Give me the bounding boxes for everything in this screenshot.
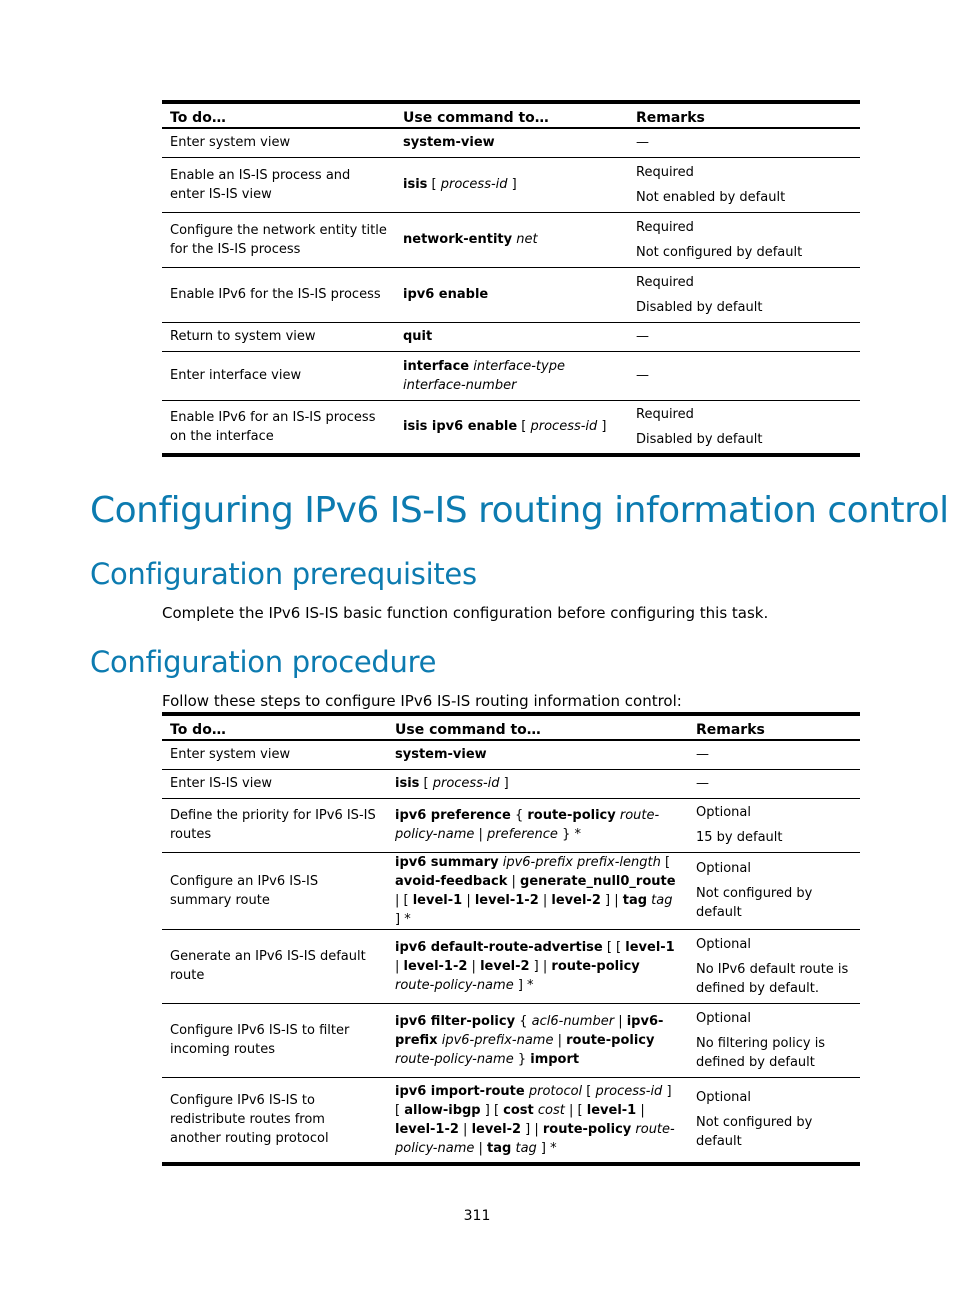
remark-line: Not configured by default xyxy=(636,244,803,260)
table-row xyxy=(162,852,860,929)
remark-line: Not configured by default xyxy=(696,886,813,920)
remarks-cell xyxy=(628,212,860,267)
command-keyword: isis xyxy=(403,177,428,192)
table-row xyxy=(162,128,860,157)
remarks-cell xyxy=(688,1003,860,1077)
command-syntax: ] * xyxy=(395,911,411,927)
command-argument: preference xyxy=(487,827,558,842)
command-syntax: [ xyxy=(427,177,441,192)
command-keyword: level-2 xyxy=(551,892,601,908)
command-argument: tag xyxy=(651,892,673,908)
table-row xyxy=(162,267,860,322)
todo-cell: Generate an IPv6 IS-IS default route xyxy=(170,949,366,983)
command-syntax: | xyxy=(474,827,488,842)
page-number: 311 xyxy=(463,1208,491,1224)
command-cell xyxy=(387,740,688,769)
command-syntax: { xyxy=(510,808,528,823)
remark-line: Not configured by default xyxy=(696,1115,813,1150)
command-keyword: level-1 xyxy=(412,892,463,908)
command-keyword: network-entity xyxy=(403,232,513,247)
command-syntax: [ xyxy=(419,776,433,791)
command-argument: process-id xyxy=(595,1083,663,1099)
header-command: Use command to… xyxy=(403,110,549,126)
command-keyword: ipv6 import-route xyxy=(395,1083,525,1099)
command-keyword: ipv6-prefix xyxy=(395,1013,664,1048)
command-syntax: { xyxy=(515,1013,532,1029)
remark-line: Optional xyxy=(696,805,751,820)
command-cell xyxy=(387,798,688,852)
command-keyword: generate_null0_route xyxy=(520,873,676,889)
todo-cell: Enable IPv6 for the IS-IS process xyxy=(170,287,381,302)
command-keyword: ipv6 summary xyxy=(395,854,499,870)
remarks-cell xyxy=(688,798,860,852)
command-syntax: | xyxy=(462,892,475,908)
todo-cell: Enter IS-IS view xyxy=(170,776,272,791)
command-argument: route-policy-name xyxy=(395,1051,514,1067)
command-keyword: level-1-2 xyxy=(474,892,539,908)
command-syntax: ] xyxy=(499,776,509,791)
command-keyword: system-view xyxy=(403,135,495,151)
command-syntax: ] xyxy=(507,177,517,192)
remark-line: Optional xyxy=(696,936,751,952)
header-todo: To do… xyxy=(170,110,226,126)
section-heading-procedure: Configuration procedure xyxy=(90,645,437,679)
table-row xyxy=(162,400,860,455)
command-keyword: level-1-2 xyxy=(395,1121,459,1137)
command-syntax: [ xyxy=(660,854,671,870)
table-row xyxy=(162,212,860,267)
command-keyword: route-policy xyxy=(542,1121,632,1137)
command-argument: net xyxy=(516,232,538,247)
command-cell xyxy=(395,351,628,400)
command-keyword: interface xyxy=(403,358,470,374)
remark-line: Optional xyxy=(696,861,751,876)
command-syntax: | [ xyxy=(564,1102,587,1118)
command-argument: ipv6-prefix prefix-length xyxy=(502,854,661,870)
todo-cell: Configure IPv6 IS-IS to redistribute routes from another routing protocol xyxy=(170,1093,329,1147)
command-keyword: route-policy xyxy=(551,958,640,974)
command-syntax: ] | xyxy=(529,958,552,974)
command-syntax: | xyxy=(507,873,521,889)
command-syntax: | xyxy=(538,892,552,908)
table-row xyxy=(162,769,860,798)
remark-line: — xyxy=(636,135,649,151)
remark-line: Optional xyxy=(696,1090,751,1106)
header-remarks: Remarks xyxy=(696,722,765,738)
remark-line: — xyxy=(636,329,649,344)
command-syntax: | xyxy=(474,1140,488,1156)
command-keyword: level-1 xyxy=(625,939,675,955)
command-syntax: | xyxy=(614,1013,627,1029)
table-row xyxy=(162,1003,860,1077)
command-syntax: | xyxy=(553,1032,567,1048)
command-argument: interface-type interface-number xyxy=(403,358,565,393)
command-cell xyxy=(395,212,628,267)
command-keyword: ipv6 enable xyxy=(403,287,489,302)
command-keyword: level-1 xyxy=(586,1102,637,1118)
command-cell xyxy=(395,322,628,351)
command-cell xyxy=(387,1077,688,1164)
command-syntax: | xyxy=(458,1121,472,1137)
command-argument: process-id xyxy=(440,177,508,192)
command-syntax: ] [ xyxy=(395,1083,672,1118)
remarks-cell xyxy=(628,400,860,455)
command-keyword: cost xyxy=(503,1102,534,1118)
table-row xyxy=(162,322,860,351)
todo-cell: Enter system view xyxy=(170,135,291,151)
todo-cell: Enter interface view xyxy=(170,368,302,383)
todo-cell: Enter system view xyxy=(170,747,291,763)
remark-line: Required xyxy=(636,406,694,422)
command-syntax: | xyxy=(636,1102,645,1118)
table-row xyxy=(162,740,860,769)
command-keyword: ipv6 preference xyxy=(395,808,511,823)
remarks-cell xyxy=(688,740,860,769)
command-cell xyxy=(387,929,688,1003)
table-row xyxy=(162,798,860,852)
command-keyword: tag xyxy=(622,892,648,908)
page-title: Configuring IPv6 IS-IS routing information control xyxy=(90,490,949,531)
remarks-cell xyxy=(688,929,860,1003)
command-cell xyxy=(387,1003,688,1077)
remarks-cell xyxy=(628,267,860,322)
command-cell xyxy=(387,852,688,929)
command-keyword: tag xyxy=(487,1140,512,1156)
todo-cell: Configure an IPv6 IS-IS summary route xyxy=(170,873,319,908)
command-keyword: isis ipv6 enable xyxy=(403,419,518,435)
todo-cell: Return to system view xyxy=(170,329,316,344)
command-keyword: avoid-feedback xyxy=(395,873,508,889)
header-remarks: Remarks xyxy=(636,110,705,126)
todo-cell: Configure IPv6 IS-IS to filter incoming routes xyxy=(170,1023,350,1057)
command-syntax: ] | xyxy=(600,892,623,908)
command-argument: protocol xyxy=(528,1083,583,1099)
remark-line: Required xyxy=(636,219,694,235)
command-syntax: | [ xyxy=(395,892,413,908)
command-argument: tag xyxy=(515,1140,537,1156)
command-cell xyxy=(395,267,628,322)
table-row xyxy=(162,351,860,400)
remark-line: Not enabled by default xyxy=(636,189,786,205)
todo-cell: Enable an IS-IS process and enter IS-IS view xyxy=(170,167,351,202)
remark-line: Optional xyxy=(696,1010,751,1026)
commands-table-1 xyxy=(162,100,860,457)
command-argument: route-policy-name xyxy=(395,1121,675,1156)
command-argument: route-policy-name xyxy=(395,808,660,842)
command-cell xyxy=(395,157,628,212)
remark-line: — xyxy=(696,776,709,791)
command-argument: process-id xyxy=(530,419,598,435)
command-keyword: level-1-2 xyxy=(403,958,468,974)
remark-line: Required xyxy=(636,274,694,290)
command-cell xyxy=(395,400,628,455)
command-argument: process-id xyxy=(432,776,500,791)
todo-cell: Define the priority for IPv6 IS-IS routes xyxy=(170,808,376,842)
command-keyword: ipv6 default-route-advertise xyxy=(395,939,603,955)
remark-line: — xyxy=(696,747,709,763)
command-syntax: ] [ xyxy=(480,1102,504,1118)
command-syntax: [ xyxy=(582,1083,596,1099)
command-syntax: [ xyxy=(517,419,531,435)
command-syntax: } xyxy=(513,1051,531,1067)
command-cell xyxy=(395,128,628,157)
commands-table-2 xyxy=(162,712,860,1166)
command-argument: cost xyxy=(537,1102,565,1118)
command-keyword: allow-ibgp xyxy=(404,1102,481,1118)
remarks-cell xyxy=(688,1077,860,1164)
command-keyword: route-policy xyxy=(527,808,616,823)
remarks-cell xyxy=(628,351,860,400)
remarks-cell xyxy=(628,157,860,212)
command-argument: route-policy-name xyxy=(395,977,514,993)
todo-cell: Enable IPv6 for an IS-IS process on the interface xyxy=(170,409,376,444)
command-keyword: level-2 xyxy=(480,958,530,974)
command-syntax: | xyxy=(467,958,481,974)
command-keyword: quit xyxy=(403,329,433,344)
command-keyword: route-policy xyxy=(566,1032,655,1048)
command-keyword: isis xyxy=(395,776,420,791)
remark-line: No IPv6 default route is defined by default. xyxy=(696,961,849,996)
command-keyword: import xyxy=(530,1051,580,1067)
table-header-row xyxy=(162,714,860,740)
todo-cell: Configure the network entity title for the IS-IS process xyxy=(170,222,387,257)
remarks-cell xyxy=(628,322,860,351)
remark-line: 15 by default xyxy=(696,830,783,845)
command-syntax: ] * xyxy=(513,977,534,993)
remark-line: Disabled by default xyxy=(636,431,763,447)
command-syntax: } * xyxy=(557,827,581,842)
command-keyword: ipv6 filter-policy xyxy=(395,1013,516,1029)
table-row xyxy=(162,1077,860,1164)
command-syntax: | xyxy=(395,958,404,974)
table-row xyxy=(162,929,860,1003)
command-cell xyxy=(387,769,688,798)
command-argument: ipv6-prefix-name xyxy=(441,1032,554,1048)
header-command: Use command to… xyxy=(395,722,541,738)
command-syntax: ] | xyxy=(521,1121,543,1137)
remark-line: Disabled by default xyxy=(636,299,763,315)
procedure-intro-text: Follow these steps to configure IPv6 IS-IS routing information control: xyxy=(162,692,682,710)
remarks-cell xyxy=(688,852,860,929)
remark-line: Required xyxy=(636,164,694,180)
remark-line: — xyxy=(636,368,649,383)
remark-line: No filtering policy is defined by default xyxy=(696,1035,826,1070)
command-syntax: [ [ xyxy=(602,939,626,955)
prerequisites-text: Complete the IPv6 IS-IS basic function configuration before configuring this task. xyxy=(162,604,769,622)
section-heading-prerequisites: Configuration prerequisites xyxy=(90,557,477,591)
remarks-cell xyxy=(688,769,860,798)
remarks-cell xyxy=(628,128,860,157)
command-keyword: system-view xyxy=(395,747,487,763)
command-argument: acl6-number xyxy=(531,1013,615,1029)
table-row xyxy=(162,157,860,212)
header-todo: To do… xyxy=(170,722,226,738)
command-syntax: ] * xyxy=(536,1140,557,1156)
table-header-row xyxy=(162,102,860,128)
command-keyword: level-2 xyxy=(471,1121,522,1137)
command-syntax: ] xyxy=(597,419,607,435)
